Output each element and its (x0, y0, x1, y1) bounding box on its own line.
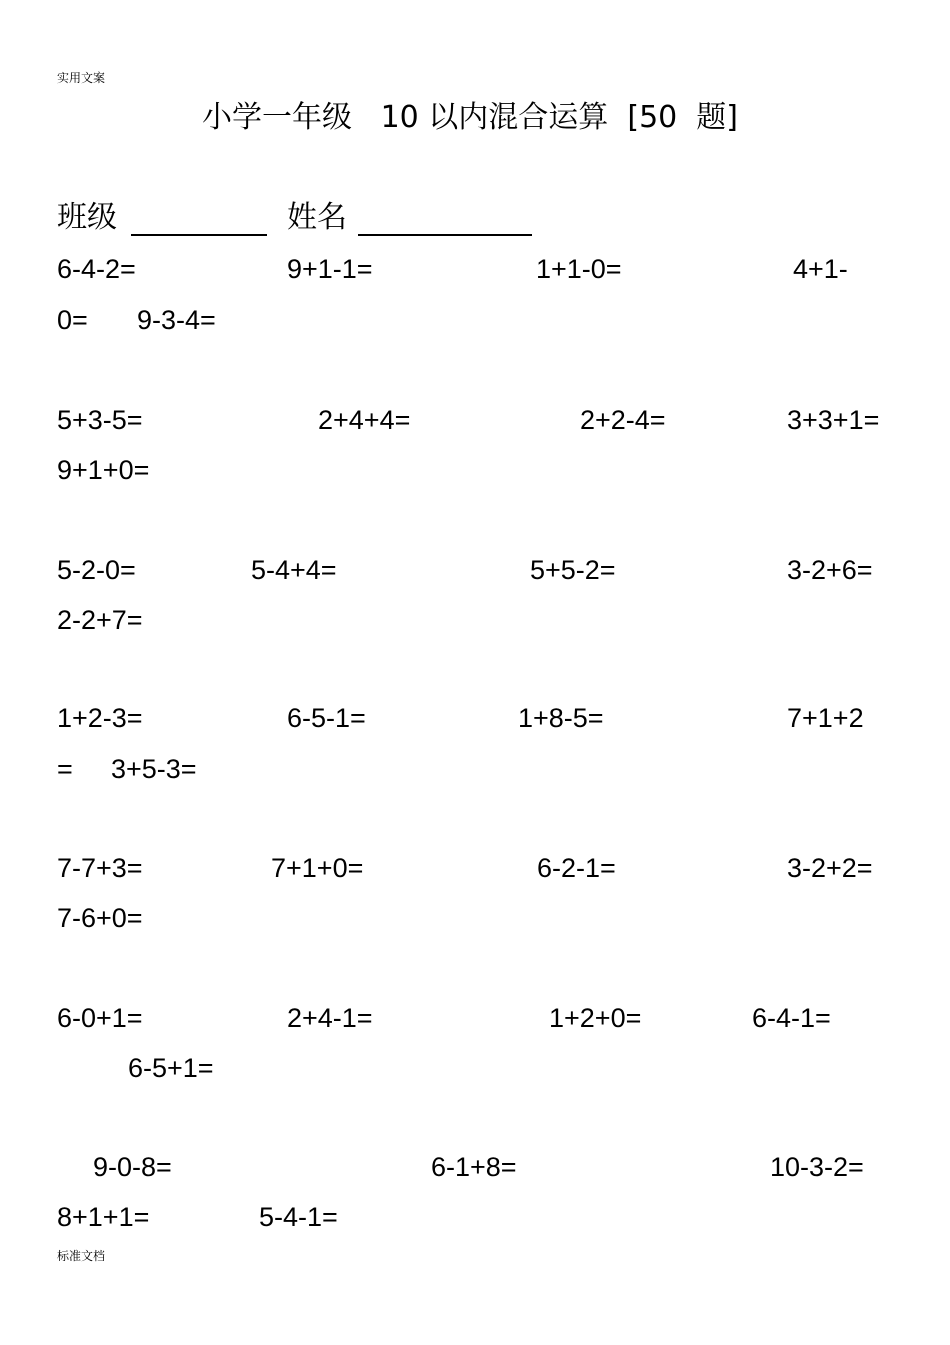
problem: 9-3-4= (137, 305, 216, 335)
problem: 1+1-0= (536, 254, 622, 284)
problem: 7-6+0= (57, 903, 143, 933)
problem: = (57, 754, 73, 784)
problem: 3-2+6= (787, 555, 873, 585)
problem: 7+1+2 (787, 703, 864, 733)
name-label: 姓名 (287, 200, 347, 235)
problem: 5-4+4= (251, 555, 337, 585)
problem: 1+2+0= (549, 1003, 642, 1033)
problem: 9+1+0= (57, 455, 150, 485)
problem: 9+1-1= (287, 254, 373, 284)
problem: 7+1+0= (271, 853, 364, 883)
footer-note: 标准文档 (57, 1249, 106, 1263)
problem: 6-2-1= (537, 853, 616, 883)
problem: 2+4+4= (318, 405, 411, 435)
problem: 5-4-1= (259, 1202, 338, 1232)
class-blank (131, 234, 267, 236)
problem: 6-5+1= (128, 1053, 214, 1083)
problem: 6-1+8= (431, 1152, 517, 1182)
class-label: 班级 (57, 200, 117, 235)
problem: 5+3-5= (57, 405, 143, 435)
problem: 3-2+2= (787, 853, 873, 883)
header-note: 实用文案 (57, 71, 106, 85)
problem: 2-2+7= (57, 605, 143, 635)
problem: 6-4-2= (57, 254, 136, 284)
problem: 2+2-4= (580, 405, 666, 435)
name-blank (358, 234, 532, 236)
problem: 3+5-3= (111, 754, 197, 784)
problem: 0= (57, 305, 88, 335)
problem: 6-4-1= (752, 1003, 831, 1033)
problem: 6-0+1= (57, 1003, 143, 1033)
problem: 2+4-1= (287, 1003, 373, 1033)
problem: 6-5-1= (287, 703, 366, 733)
problem: 1+8-5= (518, 703, 604, 733)
problem: 4+1- (793, 254, 848, 284)
problem: 7-7+3= (57, 853, 143, 883)
problem: 9-0-8= (93, 1152, 172, 1182)
problem: 1+2-3= (57, 703, 143, 733)
problem: 5+5-2= (530, 555, 616, 585)
worksheet-title: 小学一年级 10 以内混合运算 [50 题] (201, 100, 739, 135)
problem: 3+3+1= (787, 405, 880, 435)
problem: 5-2-0= (57, 555, 136, 585)
problem: 10-3-2= (770, 1152, 864, 1182)
problem: 8+1+1= (57, 1202, 150, 1232)
